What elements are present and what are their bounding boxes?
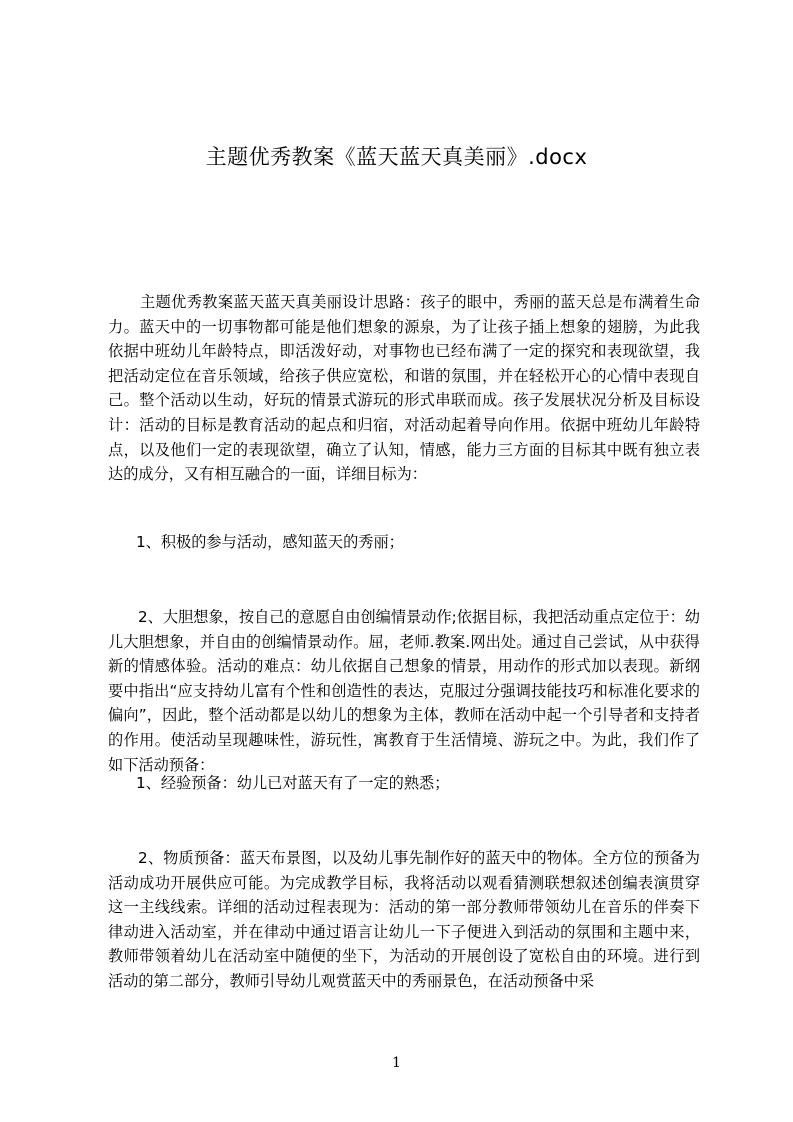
paragraph-goal-1: 1、积极的参与活动，感知蓝天的秀丽； (136, 533, 404, 551)
paragraph-prep-2: 2、物质预备：蓝天布景图，以及幼儿事先制作好的蓝天中的物体。全方位的预备为活动成功开展供应可能。为完成教学目标，我将活动以观看猜测联想叙述创编表演贯穿这一主线线索。详细的活动过程表现为：活动的第一部分教师带领幼儿在音乐的伴奏下律动进入活动室，并在律动中通过语言让幼儿一下子便进入到活动的氛围和主题中来，教师带领着幼儿在活动室中随便的坐下，为活动的开展创设了宽松自由的环境。进行到活动的第二部分，教师引导幼儿观赏蓝天中的秀丽景色，在活动预备中采 (108, 849, 700, 990)
document-title: 主题优秀教案《蓝天蓝天真美丽》.docx (205, 145, 588, 169)
paragraph-prep-1: 1、经验预备：幼儿已对蓝天有了一定的熟悉； (136, 774, 450, 792)
paragraph-design-idea: 主题优秀教案蓝天蓝天真美丽设计思路：孩子的眼中，秀丽的蓝天总是布满着生命力。蓝天中的一切事物都可能是他们想象的源泉，为了让孩子插上想象的翅膀，为此我依据中班幼儿年龄特点，即活泼好动，对事物也已经布满了一定的探究和表现欲望，我把活动定位在音乐领域，给孩子供应宽松，和谐的氛围，并在轻松开心的心情中表现自己。整个活动以生动，好玩的情景式游玩的形式串联而成。孩子发展状况分析及目标设计：活动的目标是教育活动的起点和归宿，对活动起着导向作用。依据中班幼儿年龄特点，以及他们一定的表现欲望，确立了认知，情感，能力三方面的目标其中既有独立表达的成分，又有相互融合的一面，详细目标为： (108, 293, 700, 484)
paragraph-goal-2: 2、大胆想象，按自己的意愿自由创编情景动作;依据目标，我把活动重点定位于：幼儿大胆想象，并自由的创编情景动作。屈，老师.教案.网出处。通过自己尝试，从中获得新的情感体验。活动的难点：幼儿依据自己想象的情景，用动作的形式加以表现。新纲要中指出“应支持幼儿富有个性和创造性的表达，克服过分强调技能技巧和标准化要求的偏向”，因此，整个活动都是以幼儿的想象为主体，教师在活动中起一个引导者和支持者的作用。使活动呈现趣味性，游玩性，寓教育于生活情境、游玩之中。为此，我们作了如下活动预备： (108, 608, 700, 774)
page-number: 1 (392, 1055, 401, 1071)
